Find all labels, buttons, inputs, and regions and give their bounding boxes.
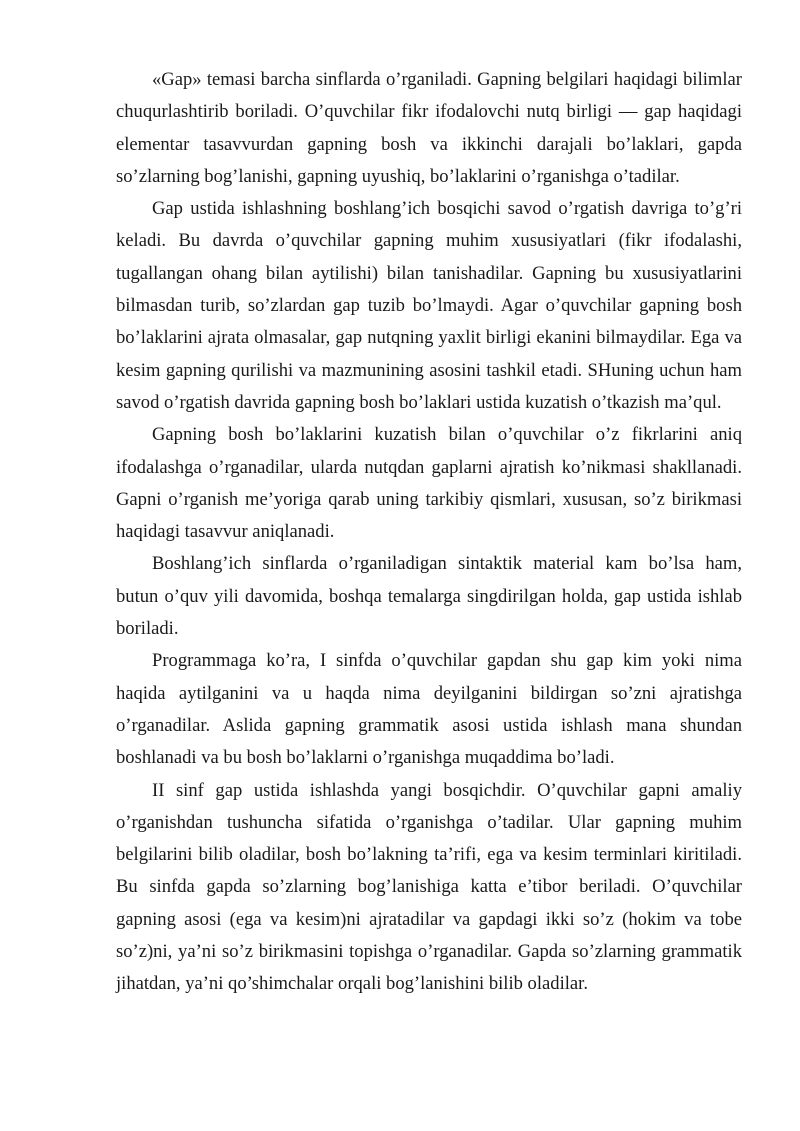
- paragraph-3: Gapning bosh bo’laklarini kuzatish bilan o’quvchilar o’z fikrlarini aniq ifodalashga o’rganadilar, ularda nutqdan gaplarni ajratish ko’nikmasi shakllanadi. Gapni o’rganish me’yoriga qarab uning tarkibiy qismlari, xususan, so’z birikmasi haqidagi tasavvur aniqlanadi.: [116, 424, 742, 543]
- paragraph-4: Boshlang’ich sinflarda o’rganiladigan sintaktik material kam bo’lsa ham, butun o’quv yili davomida, boshqa temalarga singdirilgan holda, gap ustida ishlab boriladi.: [116, 553, 742, 640]
- paragraph-1: «Gap» temasi barcha sinflarda o’rganiladi. Gapning belgilari haqidagi bilimlar chuqurlashtirib boriladi. O’quvchilar fikr ifodalovchi nutq birligi — gap haqidagi elementar tasavvurdan gapning bosh va ikkinchi darajali bo’laklari, gapda so’zlarning bog’lanishi, gapning uyushiq, bo’laklarini o’rganishga o’tadilar.: [116, 69, 742, 187]
- paragraph-5: Programmaga ko’ra, I sinfda o’quvchilar gapdan shu gap kim yoki nima haqida aytilganini va u haqda nima deyilganini bildirgan so’zni ajratishga o’rganadilar. Aslida gapning grammatik asosi ustida ishlash mana shundan boshlanadi va bu bosh bo’laklarni o’rganishga muqaddima bo’ladi.: [116, 650, 742, 769]
- paragraph-6: II sinf gap ustida ishlashda yangi bosqichdir. O’quvchilar gapni amaliy o’rganishdan tushuncha sifatida o’rganishga o’tadilar. Ular gapning muhim belgilarini bilib oladilar, bosh bo’lakning ta’rifi, ega va kesim terminlari kiritiladi. Bu sinfda gapda so’zlarning bog’lanishiga katta e’tibor beriladi. O’quvchilar gapning asosi (ega va kesim)ni ajratadilar va gapdagi ikki so’z (hokim va tobe so’z)ni, ya’ni so’z birikmasini topishga o’rganadilar. Gapda so’zlarning grammatik jihatdan, ya’ni qo’shimchalar orqali bog’lanishini bilib oladilar.: [116, 779, 742, 995]
- document-body: [116, 64, 742, 1001]
- paragraph-2: Gap ustida ishlashning boshlang’ich bosqichi savod o’rgatish davriga to’g’ri keladi. Bu davrda o’quvchilar gapning muhim xususiyatlari (fikr ifodalashi, tugallangan ohang bilan aytilishi) bilan tanishadilar. Gapning bu xususiyatlarini bilmasdan turib, so’zlardan gap tuzib bo’lmaydi. Agar o’quvchilar gapning bosh bo’laklarini ajrata olmasalar, gap nutqning yaxlit birligi ekanini bilmaydilar. Ega va kesim gapning qurilishi va mazmunining asosini tashkil etadi. SHuning uchun ham savod o’rgatish davrida gapning bosh bo’laklari ustida kuzatish o’tkazish ma’qul.: [116, 198, 742, 413]
